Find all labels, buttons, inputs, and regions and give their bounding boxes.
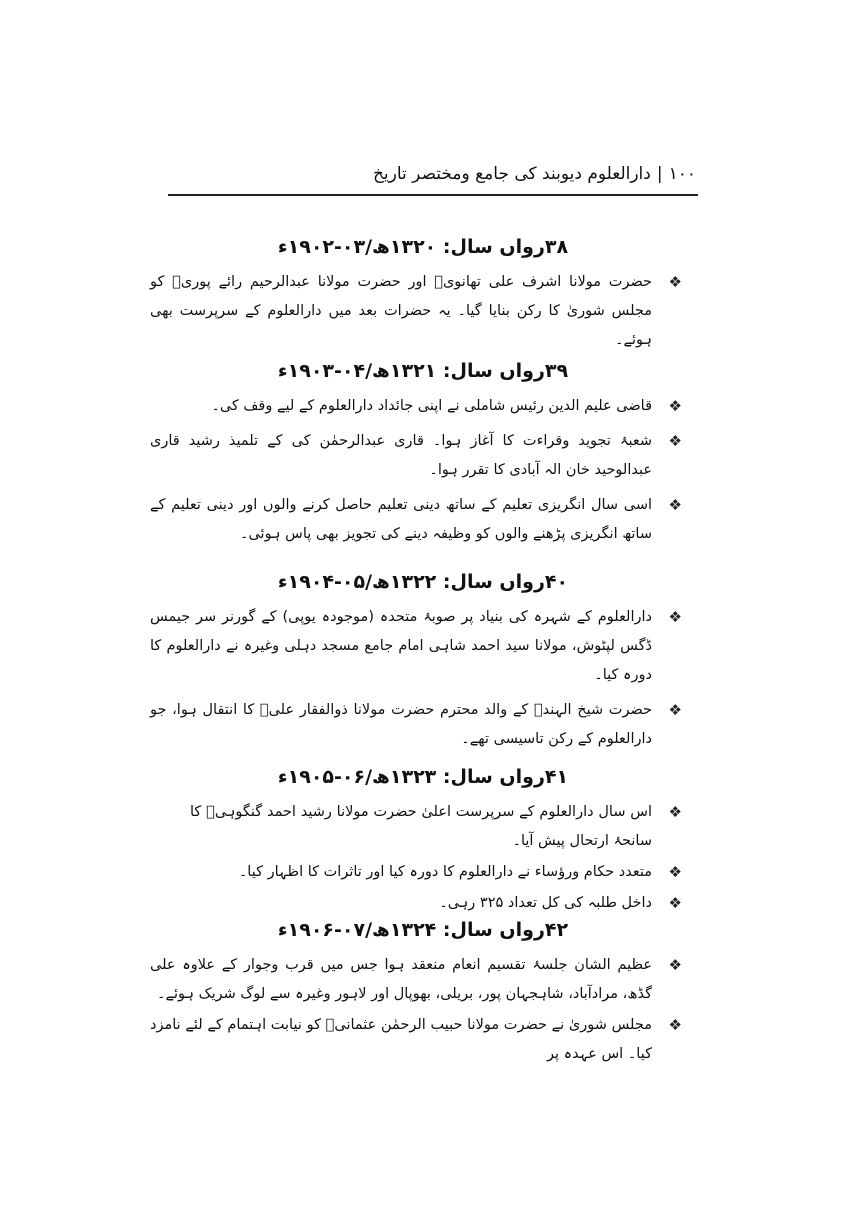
list-item: [150, 491, 696, 549]
item-text: عظیم الشان جلسۂ تقسیم انعام منعقد ہوا جس میں قرب وجوار کے علاوہ علی گڈھ، مرادآباد، شاہجہان پور، بریلی، بھوپال اور لاہور وغیرہ سے لوگ شریک ہوئے۔: [150, 957, 652, 1002]
item-text: حضرت شیخ الہندؒ کے والد محترم حضرت مولانا ذوالفقار علیؒ کا انتقال ہوا، جو دارالعلوم کے رکن تاسیسی تھے۔: [150, 702, 652, 747]
section-heading: ۴۱رواں سال: ۱۳۲۳ھ/۰۶-۱۹۰۵ء: [277, 766, 569, 788]
item-text: متعدد حکام ورؤساء نے دارالعلوم کا دورہ کیا اور تاثرات کا اظہار کیا۔: [238, 864, 652, 880]
list-item: [150, 603, 696, 690]
section-year-38: [150, 232, 696, 355]
item-text: شعبۂ تجوید وقراءت کا آغاز ہوا۔ قاری عبدالرحمٰن کی کے تلمیذ رشید قاری عبدالوحید خان الہ آبادی کا تقرر ہوا۔: [150, 433, 652, 478]
list-item: [150, 392, 696, 421]
item-text: مجلس شوریٰ نے حضرت مولانا حبیب الرحمٰن عثمانیؒ کو نیابت اہتمام کے لئے نامزد کیا۔ اس عہدہ پر: [150, 1017, 652, 1062]
bullet-icon: ❖: [668, 496, 682, 514]
item-text: حضرت مولانا اشرف علی تھانویؒ اور حضرت مولانا عبدالرحیم رائے پوریؒ کو مجلس شوریٰ کا رکن بنایا گیا۔ یہ حضرات بعد میں دارالعلوم کے سرپرست بھی ہوئے۔: [150, 274, 652, 348]
header-separator: |: [656, 164, 663, 184]
item-text: اسی سال انگریزی تعلیم کے ساتھ دینی تعلیم حاصل کرنے والوں اور دینی تعلیم کے ساتھ انگریزی پڑھنے والوں کو وظیفہ دینے کی تجویز بھی پاس ہوئی۔: [150, 497, 652, 542]
book-title: دارالعلوم دیوبند کی جامع ومختصر تاریخ: [372, 164, 651, 184]
list-item: [150, 858, 696, 887]
bullet-icon: ❖: [668, 863, 682, 881]
bullet-icon: ❖: [668, 701, 682, 719]
header-rule: [168, 194, 698, 196]
list-item: [150, 889, 696, 918]
section-heading: ۳۸رواں سال: ۱۳۲۰ھ/۰۳-۱۹۰۲ء: [277, 236, 569, 258]
item-text: داخل طلبہ کی کل تعداد ۳۲۵ رہی۔: [439, 895, 652, 911]
item-text: قاضی علیم الدین رئیس شاملی نے اپنی جائداد دارالعلوم کے لیے وقف کی۔: [211, 398, 652, 414]
bullet-icon: ❖: [668, 273, 682, 291]
item-text: دارالعلوم کے شہرہ کی بنیاد پر صوبۂ متحدہ (موجودہ یوپی) کے گورنر سر جیمس ڈگس لپٹوش، مولانا سید احمد شاہی امام جامع مسجد دہلی وغیرہ نے دارالعلوم کا دورہ کیا۔: [150, 609, 652, 683]
section-heading: ۴۲رواں سال: ۱۳۲۴ھ/۰۷-۱۹۰۶ء: [277, 919, 569, 941]
item-text: اس سال دارالعلوم کے سرپرست اعلیٰ حضرت مولانا رشید احمد گنگوہیؒ کا سانحۂ ارتحال پیش آیا۔: [190, 804, 652, 849]
section-year-41: [150, 762, 696, 918]
section-year-40: [150, 567, 696, 754]
bullet-icon: ❖: [668, 1016, 682, 1034]
bullet-icon: ❖: [668, 956, 682, 974]
list-item: [150, 696, 696, 754]
section-year-39: [150, 356, 696, 549]
list-item: [150, 1011, 696, 1069]
list-item: [150, 268, 696, 355]
bullet-icon: ❖: [668, 432, 682, 450]
bullet-icon: ❖: [668, 397, 682, 415]
section-heading: ۴۰رواں سال: ۱۳۲۲ھ/۰۵-۱۹۰۴ء: [277, 571, 569, 593]
section-heading: ۳۹رواں سال: ۱۳۲۱ھ/۰۴-۱۹۰۳ء: [277, 360, 569, 382]
list-item: [150, 427, 696, 485]
bullet-icon: ❖: [668, 894, 682, 912]
bullet-icon: ❖: [668, 803, 682, 821]
bullet-icon: ❖: [668, 608, 682, 626]
section-year-42: [150, 915, 696, 1069]
list-item: [150, 798, 696, 856]
list-item: [150, 951, 696, 1009]
running-header: [170, 160, 696, 188]
page-number: ۱۰۰: [668, 164, 696, 184]
